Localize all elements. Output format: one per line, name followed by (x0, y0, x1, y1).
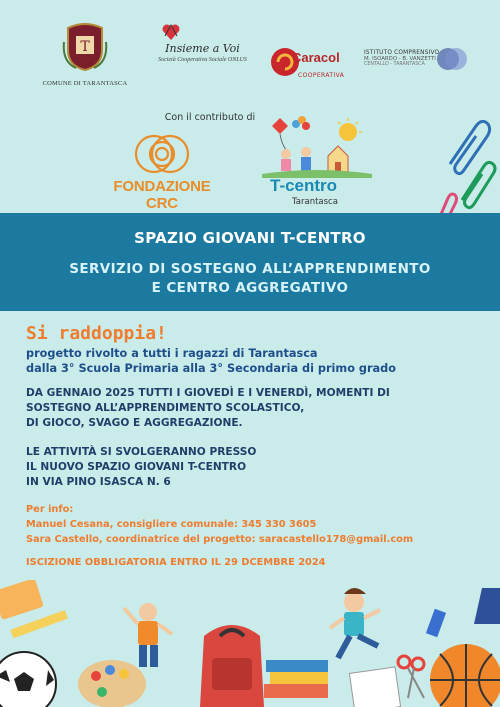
contact-sara: Sara Castello, coordinatrice del progetto: saracastello178@gmail.com (26, 534, 414, 545)
child-figure-left-icon (124, 603, 172, 667)
contact-label: Per info: (26, 504, 74, 515)
istituto-line-2: M. ISOARDO - B. VANZETTI (364, 56, 436, 62)
basketball-icon (430, 644, 500, 707)
paint-palette-icon (78, 660, 146, 707)
notebook-icon (0, 580, 44, 620)
marker-icon (426, 609, 446, 638)
fondazione-name: FONDAZIONE CRC (113, 178, 211, 212)
comune-logo (40, 22, 130, 87)
istituto-logo (364, 50, 474, 67)
profiles-icon (436, 46, 468, 72)
insieme-logo (140, 42, 265, 63)
tcentro-name: T-centro (270, 176, 338, 195)
fondazione-crc-logo (98, 132, 226, 212)
contact-block (26, 502, 486, 547)
location-line-1: LE ATTIVITÀ SI SVOLGERANNO PRESSO (26, 446, 257, 458)
schedule-line-1: DA GENNAIO 2025 TUTTI I GIOVEDÌ E I VENERDÌ, MOMENTI DI (26, 387, 390, 399)
contrib-label: Con il contributo di (164, 112, 256, 123)
soccer-ball-icon (0, 652, 56, 707)
paper-sheet-icon (349, 667, 400, 707)
crest-icon (62, 22, 108, 72)
project-line-1: progetto rivolto a tutti i ragazzi di Tarantasca (26, 347, 318, 360)
scissors-icon (398, 656, 424, 698)
schedule-line-2: SOSTEGNO ALL’APPRENDIMENTO SCOLASTICO, (26, 402, 305, 414)
tcentro-place: Tarantasca (292, 197, 338, 207)
books-stack-icon (264, 660, 328, 698)
school-supplies-illustration (0, 580, 500, 707)
rings-icon (98, 132, 226, 180)
child-figure-right-icon (330, 588, 380, 658)
heart-figure-icon (160, 22, 182, 42)
kids-kite-icon (262, 116, 372, 178)
main-content (26, 323, 486, 568)
schedule-block (26, 386, 486, 431)
band-subtitle (0, 260, 500, 298)
istituto-line-3: CENTALLO - TARANTASCA (364, 62, 425, 67)
svg-text:T: T (80, 39, 90, 55)
location-line-3: IN VIA PINO ISASCA N. 6 (26, 476, 171, 488)
tcentro-logo (262, 116, 372, 212)
contact-manuel: Manuel Cesana, consigliere comunale: 345 330 3605 (26, 519, 317, 530)
headline: Si raddoppia! (26, 323, 167, 344)
band-title: SPAZIO GIOVANI T-CENTRO (134, 229, 366, 247)
insieme-title: Insieme a Voi (165, 42, 240, 55)
caracol-sub: COOPERATIVA (298, 72, 345, 79)
ruler-icon (474, 588, 500, 624)
backpack-icon (200, 625, 264, 707)
location-line-2: IL NUOVO SPAZIO GIOVANI T-CENTRO (26, 461, 247, 473)
band-subtitle-line-2: E CENTRO AGGREGATIVO (151, 280, 349, 296)
band-subtitle-line-1: SERVIZIO DI SOSTEGNO ALL’APPRENDIMENTO (69, 261, 431, 277)
comune-caption: COMUNE DI TARANTASCA (42, 80, 128, 87)
istituto-line-1: ISTITUTO COMPRENSIVO (364, 50, 440, 56)
registration-note: ISCIZIONE OBBLIGATORIA ENTRO IL 29 DCEMBRE 2024 (26, 557, 326, 568)
title-band (0, 213, 500, 311)
caracol-name: Caracol (292, 50, 340, 65)
location-block (26, 445, 486, 490)
sponsor-logos (0, 18, 500, 98)
project-line-2: dalla 3° Scuola Primaria alla 3° Secondaria di primo grado (26, 362, 397, 375)
insieme-sub: Società Cooperativa Sociale ONLUS (158, 57, 247, 63)
schedule-line-3: DI GIOCO, SVAGO E AGGREGAZIONE. (26, 417, 243, 429)
project-description (26, 346, 486, 376)
